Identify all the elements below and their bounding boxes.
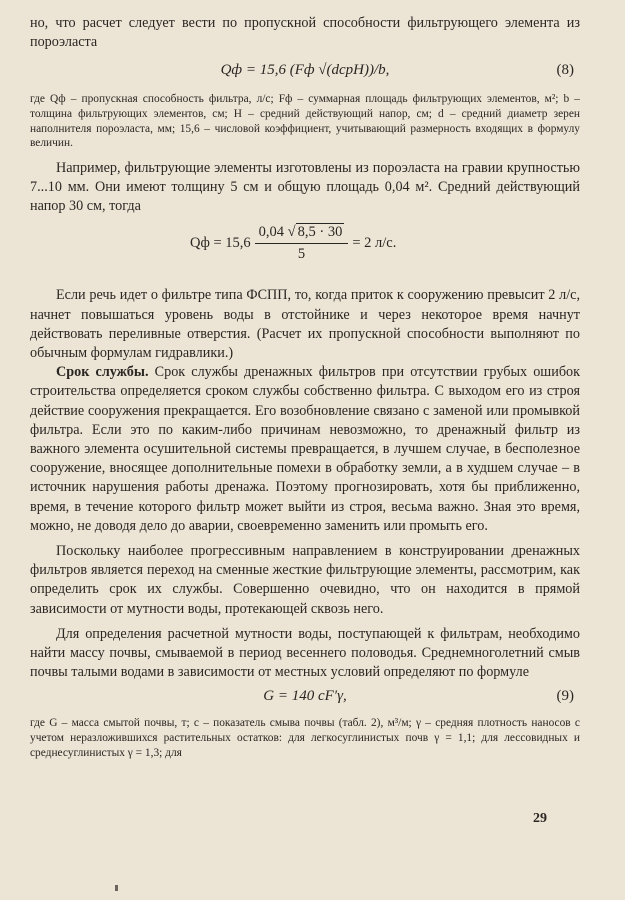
legend-formula-9: где G – масса смытой почвы, т; c – показатель смыва почвы (табл. 2), м³/м; γ – средняя плотность наносов с учетом неразложившихся растительных остатков: для легкосуглинистых почв γ = 1,1; для лессовидных и среднесуглинистых γ = 1,3; для	[30, 717, 580, 759]
calc-numerator-coef: 0,04	[258, 224, 285, 241]
formula-8-expression: Qф = 15,6 (Fф √(dсрH))/b,	[220, 62, 390, 79]
paragraph-service-life	[30, 363, 580, 536]
paragraph-progressive: Поскольку наиболее прогрессивным направлением в конструировании дренажных фильтров является переход на сменные жесткие фильтрующие элементы, рассмотрим, как определить срок их службы. Совершенно очевидно, что он находится в прямой зависимости от мутности воды, протекающей сквозь него.	[30, 543, 580, 617]
formula-8	[30, 52, 580, 92]
page-content	[30, 14, 580, 760]
formula-9-number: (9)	[556, 688, 574, 705]
formula-calculation	[30, 216, 580, 286]
scan-mark	[115, 885, 118, 891]
paragraph-intro: но, что расчет следует вести по пропускной способности фильтрующего элемента из пороэласта	[30, 15, 580, 51]
paragraph-turbidity: Для определения расчетной мутности воды, поступающей к фильтрам, необходимо найти массу почвы, смываемой в период весеннего половодья. Среднемноголетний смыв почвы талыми водами в зависимости от местных условий определяют по формуле	[30, 625, 580, 681]
calc-numerator-root: 8,5 · 30	[297, 224, 343, 241]
legend-formula-8: где Qф – пропускная способность фильтра, л/с; Fф – суммарная площадь фильтрующих элементов, м²; b – толщина фильтрующих элементов, см; H – средний действующий напор, см; d – средний диаметр зерен наполнителя пороэласта, мм; 15,6 – числовой коэффициент, учитывающий размерность входящих в формулу величин.	[30, 93, 580, 150]
formula-9	[30, 682, 580, 716]
service-life-heading: Срок службы.	[56, 364, 149, 381]
paragraph-fspp: Если речь идет о фильтре типа ФСПП, то, когда приток к сооружению превысит 2 л/с, начнет повышаться уровень воды в отстойнике и через некоторое время начнут действовать переливные отверстия. (Расчет их пропускной способности выполняют по обычным формулам гидравлики.)	[30, 287, 580, 361]
formula-9-expression: G = 140 cF′γ,	[263, 688, 347, 705]
calc-fraction: $\frac{0,04 √ 8,5 \cdot 30}{5}$	[255, 224, 349, 263]
calc-left: Qф = 15,6	[190, 235, 251, 252]
page-number: 29	[533, 811, 547, 826]
calc-denominator: 5	[297, 246, 306, 263]
calc-right: = 2 л/с.	[352, 235, 397, 252]
formula-8-number: (8)	[556, 62, 574, 79]
service-life-text: Срок службы дренажных фильтров при отсутствии грубых ошибок строительства определяется сроком службы собственно фильтра. С выходом его из строя действие сооружения прекращается. Его возобновление связано с заменой или промывкой фильтра. Если это по каким-либо причинам невозможно, то дренажный фильтр из важного элемента осушительной системы превращается, в лучшем случае, в бесполезное сооружение, вносящее дополнительные помехи в обработку земли, а в худшем случае – в источник нарушения работы дренажа. Поэтому прогнозировать, хотя бы приближенно, время, в течение которого фильтр может выйти из строя, весьма важно. Зная это время, можно, не доводя дело до аварии, своевременно заменить или промыть его.	[30, 364, 581, 534]
paragraph-example: Например, фильтрующие элементы изготовлены из пороэласта на гравии крупностью 7...10 мм. Они имеют толщину 5 см и общую площадь 0,04 м². Средний действующий напор 30 см, тогда	[30, 159, 580, 215]
